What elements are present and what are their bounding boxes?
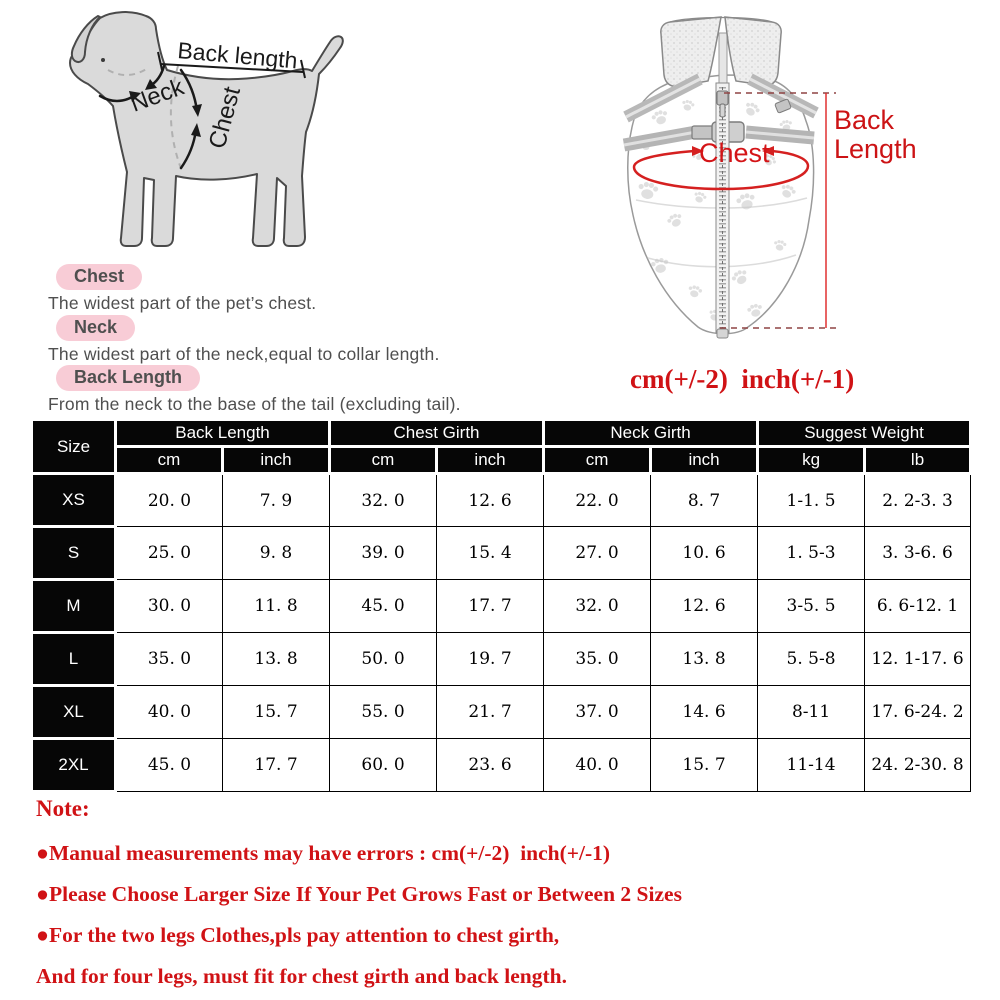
definition-chest	[48, 264, 316, 314]
size-cell: XL	[32, 686, 116, 739]
table-cell: 23. 6	[437, 739, 544, 792]
table-cell: 3-5. 5	[758, 580, 865, 633]
chest-definition: The widest part of the pet’s chest.	[48, 293, 317, 313]
note-line: And for four legs, must fit for chest girth and back length.	[36, 964, 567, 988]
table-cell: 40. 0	[116, 686, 223, 739]
table-cell: 12. 6	[651, 580, 758, 633]
table-cell: 27. 0	[544, 527, 651, 580]
table-cell: 60. 0	[330, 739, 437, 792]
table-cell: 37. 0	[544, 686, 651, 739]
table-cell: 17. 6-24. 2	[865, 686, 971, 739]
table-cell: 14. 6	[651, 686, 758, 739]
table-cell: 7. 9	[223, 474, 330, 527]
table-cell: 39. 0	[330, 527, 437, 580]
table-cell: 13. 8	[651, 633, 758, 686]
table-cell: 15. 4	[437, 527, 544, 580]
table-row-l	[32, 633, 971, 686]
table-cell: 32. 0	[330, 474, 437, 527]
table-cell: 45. 0	[116, 739, 223, 792]
unit-header: inch	[223, 447, 330, 474]
dog-measurement-diagram	[50, 8, 350, 253]
table-cell: 8. 7	[651, 474, 758, 527]
unit-header: kg	[758, 447, 865, 474]
size-cell: L	[32, 633, 116, 686]
back-length-definition: From the neck to the base of the tail (excluding tail).	[48, 394, 461, 414]
table-cell: 35. 0	[544, 633, 651, 686]
table-cell: 30. 0	[116, 580, 223, 633]
table-cell: 24. 2-30. 8	[865, 739, 971, 792]
table-cell: 20. 0	[116, 474, 223, 527]
back-length-label: Back length	[176, 37, 299, 74]
table-cell: 40. 0	[544, 739, 651, 792]
table-cell: 22. 0	[544, 474, 651, 527]
unit-header: inch	[437, 447, 544, 474]
dog-eye	[101, 58, 105, 62]
tolerance-note: cm(+/-2) inch(+/-1)	[630, 364, 855, 394]
notes-title: Note:	[36, 796, 90, 821]
vest-illustration	[600, 5, 840, 355]
table-cell: 45. 0	[330, 580, 437, 633]
size-cell: S	[32, 527, 116, 580]
table-row-m	[32, 580, 971, 633]
neck-definition: The widest part of the neck,equal to collar length.	[48, 344, 440, 364]
vest-back-length-label: Back Length	[834, 105, 917, 165]
unit-header: cm	[544, 447, 651, 474]
table-cell: 12. 6	[437, 474, 544, 527]
chest-girth-group-header: Chest Girth	[330, 420, 544, 447]
zipper-top	[719, 33, 727, 85]
chest-pill: Chest	[56, 264, 142, 290]
table-cell: 55. 0	[330, 686, 437, 739]
suggest-weight-group-header: Suggest Weight	[758, 420, 971, 447]
unit-header: cm	[330, 447, 437, 474]
table-cell: 11-14	[758, 739, 865, 792]
table-cell: 8-11	[758, 686, 865, 739]
zipper-pull	[720, 104, 725, 117]
table-cell: 13. 8	[223, 633, 330, 686]
size-table	[30, 418, 972, 793]
table-cell: 1. 5-3	[758, 527, 865, 580]
table-cell: 17. 7	[437, 580, 544, 633]
neck-girth-group-header: Neck Girth	[544, 420, 758, 447]
back-length-group-header: Back Length	[116, 420, 330, 447]
zipper	[716, 83, 729, 338]
table-row-xl	[32, 686, 971, 739]
table-cell: 10. 6	[651, 527, 758, 580]
table-row-s	[32, 527, 971, 580]
back-length-pill: Back Length	[56, 365, 200, 391]
table-cell: 25. 0	[116, 527, 223, 580]
table-cell: 6. 6-12. 1	[865, 580, 971, 633]
vest-chest-label: Chest	[699, 138, 770, 168]
notes-section	[36, 796, 682, 997]
unit-header: lb	[865, 447, 971, 474]
size-column-header: Size	[32, 420, 116, 474]
unit-header: inch	[651, 447, 758, 474]
table-cell: 15. 7	[651, 739, 758, 792]
zipper-stop	[717, 329, 728, 338]
unit-header: cm	[116, 447, 223, 474]
table-cell: 21. 7	[437, 686, 544, 739]
table-row-2xl	[32, 739, 971, 792]
neck-label: Neck	[126, 73, 188, 118]
note-line: ●Please Choose Larger Size If Your Pet Grows Fast or Between 2 Sizes	[36, 882, 682, 906]
definition-neck	[48, 315, 440, 365]
table-cell: 3. 3-6. 6	[865, 527, 971, 580]
table-cell: 32. 0	[544, 580, 651, 633]
table-cell: 11. 8	[223, 580, 330, 633]
note-line: ●Manual measurements may have errors : cm(+/-2) inch(+/-1)	[36, 841, 611, 865]
table-cell: 5. 5-8	[758, 633, 865, 686]
table-cell: 50. 0	[330, 633, 437, 686]
table-cell: 1-1. 5	[758, 474, 865, 527]
size-cell: XS	[32, 474, 116, 527]
table-cell: 9. 8	[223, 527, 330, 580]
table-cell: 17. 7	[223, 739, 330, 792]
table-cell: 19. 7	[437, 633, 544, 686]
chest-label: Chest	[203, 83, 247, 152]
table-cell: 12. 1-17. 6	[865, 633, 971, 686]
table-cell: 15. 7	[223, 686, 330, 739]
table-group-header-row	[32, 420, 971, 447]
table-cell: 35. 0	[116, 633, 223, 686]
table-unit-header-row	[32, 447, 971, 474]
table-cell: 2. 2-3. 3	[865, 474, 971, 527]
definition-back-length	[48, 365, 461, 415]
table-row-xs	[32, 474, 971, 527]
size-cell: M	[32, 580, 116, 633]
note-line: ●For the two legs Clothes,pls pay attention to chest girth,	[36, 923, 560, 947]
neck-pill: Neck	[56, 315, 135, 341]
size-cell: 2XL	[32, 739, 116, 792]
